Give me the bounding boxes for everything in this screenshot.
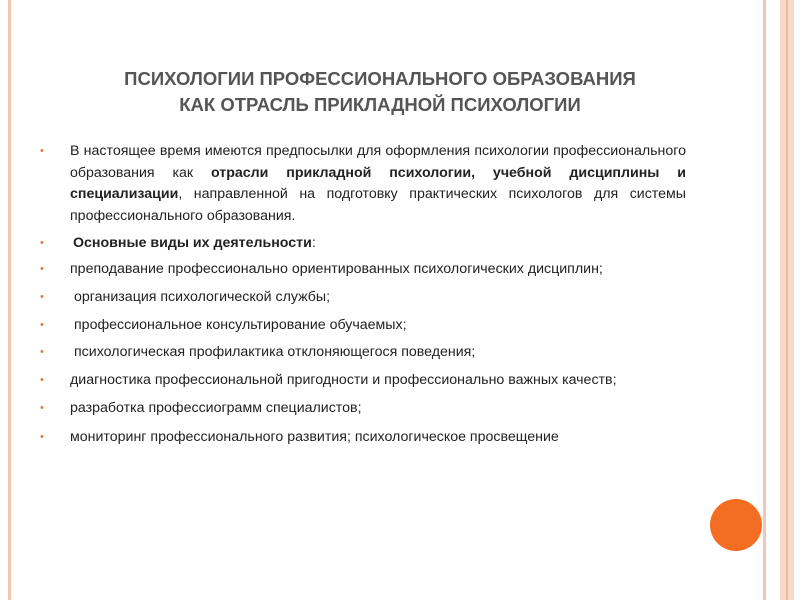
- bullet-list: [40, 141, 686, 448]
- bullet-icon: •: [40, 145, 44, 157]
- intro-text-bold: отрасли прикладной психологии, учебной дисциплины и специализации: [70, 164, 686, 202]
- list-item: [40, 370, 686, 392]
- list-item: [40, 398, 686, 420]
- title-line-2: КАК ОТРАСЛЬ ПРИКЛАДНОЙ ПСИХОЛОГИИ: [179, 94, 581, 115]
- bullet-icon: •: [40, 346, 44, 358]
- bullet-icon: •: [40, 402, 44, 414]
- bullet-icon: •: [40, 373, 44, 386]
- bullet-icon: •: [40, 262, 44, 275]
- list-item-text: профессиональное консультирование обучаемых;: [74, 316, 407, 333]
- list-item: [40, 315, 686, 337]
- intro-paragraph: [40, 141, 686, 227]
- title-line-1: ПСИХОЛОГИИ ПРОФЕССИОНАЛЬНОГО ОБРАЗОВАНИЯ: [124, 68, 636, 89]
- list-item: [40, 427, 686, 449]
- list-item: [40, 342, 686, 364]
- kinds-heading-bold: Основные виды их деятельности: [73, 235, 312, 251]
- list-item-text: психологическая профилактика отклоняющегося поведения;: [74, 344, 476, 360]
- bullet-icon: •: [40, 291, 44, 303]
- intro-text-2: , направленной на подготовку практических психологов для системы профессионального образования.: [70, 186, 686, 224]
- list-item-text: диагностика профессиональной пригодности и профессионально важных качеств;: [70, 371, 617, 388]
- kinds-heading: [40, 233, 686, 255]
- bullet-icon: •: [40, 430, 44, 443]
- list-item: [40, 259, 686, 281]
- kinds-heading-suffix: :: [311, 235, 316, 251]
- list-item: [40, 287, 686, 309]
- list-item-text: мониторинг профессионального развития; психологическое просвещение: [70, 428, 559, 445]
- list-item-text: преподавание профессионально ориентированных психологических дисциплин;: [70, 260, 603, 277]
- bullet-icon: •: [40, 318, 44, 331]
- bullet-icon: •: [40, 237, 44, 249]
- decorative-stripe-line: [786, 0, 788, 600]
- slide-title: [30, 66, 730, 118]
- list-item-text: разработка профессиограмм специалистов;: [70, 400, 362, 416]
- intro-text-1: В настоящее время имеются предпосылки для оформления психологии профессионального образования как: [70, 143, 686, 181]
- decorative-circle: [710, 499, 762, 551]
- list-item-text: организация психологической службы;: [74, 289, 331, 305]
